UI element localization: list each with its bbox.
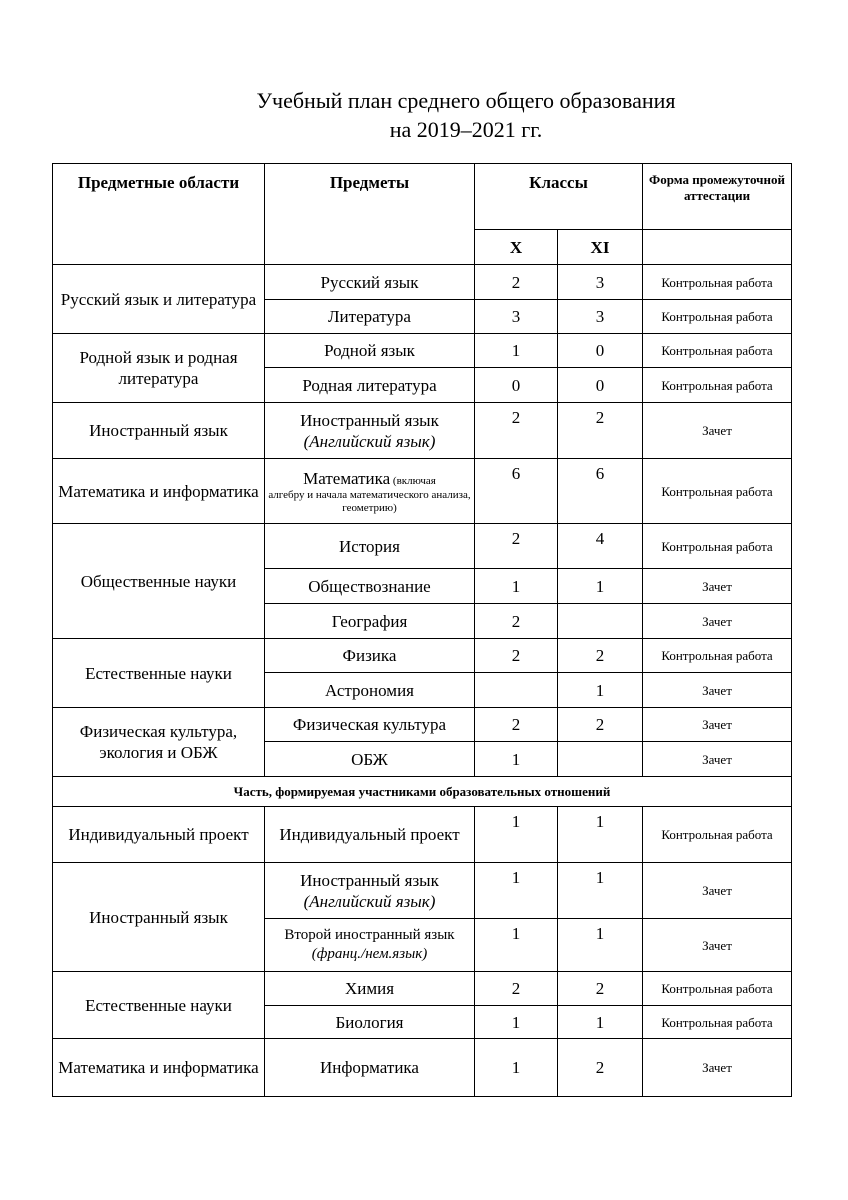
area-project: Индивидуальный проект xyxy=(53,807,265,863)
hours-x: 3 xyxy=(475,300,558,334)
subject-math-note-b: алгебру и начала математического анализа, геометрию) xyxy=(268,488,471,514)
subject-project: Индивидуальный проект xyxy=(265,807,475,863)
table-row xyxy=(53,265,792,300)
table-row xyxy=(53,639,792,673)
subject-chem: Химия xyxy=(265,972,475,1006)
header-class-xi: XI xyxy=(558,230,643,265)
hours-x: 2 xyxy=(475,639,558,673)
hours-xi: 0 xyxy=(558,334,643,368)
hours-x: 1 xyxy=(475,1039,558,1097)
table-row xyxy=(53,459,792,524)
hours-xi xyxy=(558,604,643,639)
subject-second-foreign-note: (франц./нем.язык) xyxy=(311,946,428,962)
subject-foreign-2-name: Иностранный язык xyxy=(300,870,439,890)
hours-x: 1 xyxy=(475,807,558,863)
subject-russian: Русский язык xyxy=(265,265,475,300)
header-classes: Классы xyxy=(475,164,643,230)
hours-xi: 2 xyxy=(558,403,643,459)
attestation-form: Зачет xyxy=(643,403,792,459)
subject-obzh: ОБЖ xyxy=(265,742,475,777)
hours-x: 2 xyxy=(475,604,558,639)
hours-xi: 0 xyxy=(558,368,643,403)
subject-foreign-note: (Английский язык) xyxy=(303,431,436,451)
subject-math-note-a: (включая xyxy=(390,474,436,487)
table-row xyxy=(53,708,792,742)
attestation-form: Контрольная работа xyxy=(643,524,792,569)
attestation-form: Зачет xyxy=(643,569,792,604)
hours-xi: 2 xyxy=(558,972,643,1006)
attestation-form: Контрольная работа xyxy=(643,368,792,403)
hours-xi: 6 xyxy=(558,459,643,524)
table-row xyxy=(53,524,792,569)
document-title xyxy=(0,86,848,144)
area-math-2: Математика и информатика xyxy=(53,1039,265,1097)
header-subjects: Предметы xyxy=(265,164,475,265)
subject-social: Обществознание xyxy=(265,569,475,604)
subject-math xyxy=(265,459,475,524)
hours-xi: 1 xyxy=(558,569,643,604)
hours-x: 1 xyxy=(475,742,558,777)
attestation-form: Зачет xyxy=(643,673,792,708)
subject-second-foreign-name: Второй иностранный язык xyxy=(284,927,455,943)
attestation-form: Контрольная работа xyxy=(643,300,792,334)
hours-x: 1 xyxy=(475,1006,558,1039)
hours-xi: 3 xyxy=(558,265,643,300)
area-native: Родной язык и родная литература xyxy=(53,334,265,403)
attestation-form: Контрольная работа xyxy=(643,807,792,863)
subject-foreign-2-note: (Английский язык) xyxy=(303,891,436,911)
hours-xi: 1 xyxy=(558,673,643,708)
attestation-form: Зачет xyxy=(643,742,792,777)
subject-history: История xyxy=(265,524,475,569)
hours-xi: 1 xyxy=(558,919,643,972)
area-pe: Физическая культура, экология и ОБЖ xyxy=(53,708,265,777)
area-foreign: Иностранный язык xyxy=(53,403,265,459)
table-row xyxy=(53,334,792,368)
header-form: Форма промежуточной аттестации xyxy=(643,164,792,230)
area-math: Математика и информатика xyxy=(53,459,265,524)
attestation-form: Зачет xyxy=(643,863,792,919)
hours-x: 2 xyxy=(475,265,558,300)
title-line-2: на 2019–2021 гг. xyxy=(389,117,543,142)
attestation-form: Зачет xyxy=(643,1039,792,1097)
area-natural-2: Естественные науки xyxy=(53,972,265,1039)
hours-x: 1 xyxy=(475,334,558,368)
hours-xi: 2 xyxy=(558,639,643,673)
hours-xi: 2 xyxy=(558,708,643,742)
hours-xi: 1 xyxy=(558,807,643,863)
subject-native-lit: Родная литература xyxy=(265,368,475,403)
attestation-form: Контрольная работа xyxy=(643,1006,792,1039)
table-row xyxy=(53,807,792,863)
attestation-form: Контрольная работа xyxy=(643,265,792,300)
header-class-x: X xyxy=(475,230,558,265)
hours-x: 2 xyxy=(475,972,558,1006)
hours-x: 2 xyxy=(475,524,558,569)
hours-xi: 2 xyxy=(558,1039,643,1097)
title-line-1: Учебный план среднего общего образования xyxy=(256,88,676,113)
hours-xi: 4 xyxy=(558,524,643,569)
hours-x: 1 xyxy=(475,919,558,972)
subject-second-foreign xyxy=(265,919,475,972)
area-foreign-2: Иностранный язык xyxy=(53,863,265,972)
subject-foreign-name: Иностранный язык xyxy=(300,410,439,430)
attestation-form: Зачет xyxy=(643,919,792,972)
hours-xi: 1 xyxy=(558,863,643,919)
attestation-form: Контрольная работа xyxy=(643,972,792,1006)
subject-bio: Биология xyxy=(265,1006,475,1039)
subject-pe: Физическая культура xyxy=(265,708,475,742)
hours-xi: 3 xyxy=(558,300,643,334)
subject-foreign-2 xyxy=(265,863,475,919)
area-social: Общественные науки xyxy=(53,524,265,639)
hours-x: 1 xyxy=(475,569,558,604)
subject-literature: Литература xyxy=(265,300,475,334)
area-natural: Естественные науки xyxy=(53,639,265,708)
hours-x: 1 xyxy=(475,863,558,919)
hours-x: 2 xyxy=(475,403,558,459)
hours-x: 2 xyxy=(475,708,558,742)
hours-x: 6 xyxy=(475,459,558,524)
subject-foreign xyxy=(265,403,475,459)
table-row xyxy=(53,863,792,919)
area-russian: Русский язык и литература xyxy=(53,265,265,334)
subject-informatics: Информатика xyxy=(265,1039,475,1097)
section-row xyxy=(53,777,792,807)
attestation-form: Контрольная работа xyxy=(643,334,792,368)
hours-x xyxy=(475,673,558,708)
subject-astro: Астрономия xyxy=(265,673,475,708)
curriculum-table xyxy=(52,163,792,1097)
hours-xi: 1 xyxy=(558,1006,643,1039)
attestation-form: Контрольная работа xyxy=(643,459,792,524)
hours-x: 0 xyxy=(475,368,558,403)
header-form-empty xyxy=(643,230,792,265)
subject-math-name: Математика xyxy=(303,468,391,488)
attestation-form: Зачет xyxy=(643,604,792,639)
attestation-form: Зачет xyxy=(643,708,792,742)
table-row xyxy=(53,1039,792,1097)
table-row xyxy=(53,972,792,1006)
section-title: Часть, формируемая участниками образовательных отношений xyxy=(53,777,792,807)
hours-xi xyxy=(558,742,643,777)
header-row xyxy=(53,164,792,230)
subject-native: Родной язык xyxy=(265,334,475,368)
table-row xyxy=(53,403,792,459)
attestation-form: Контрольная работа xyxy=(643,639,792,673)
header-areas: Предметные области xyxy=(53,164,265,265)
subject-physics: Физика xyxy=(265,639,475,673)
subject-geo: География xyxy=(265,604,475,639)
